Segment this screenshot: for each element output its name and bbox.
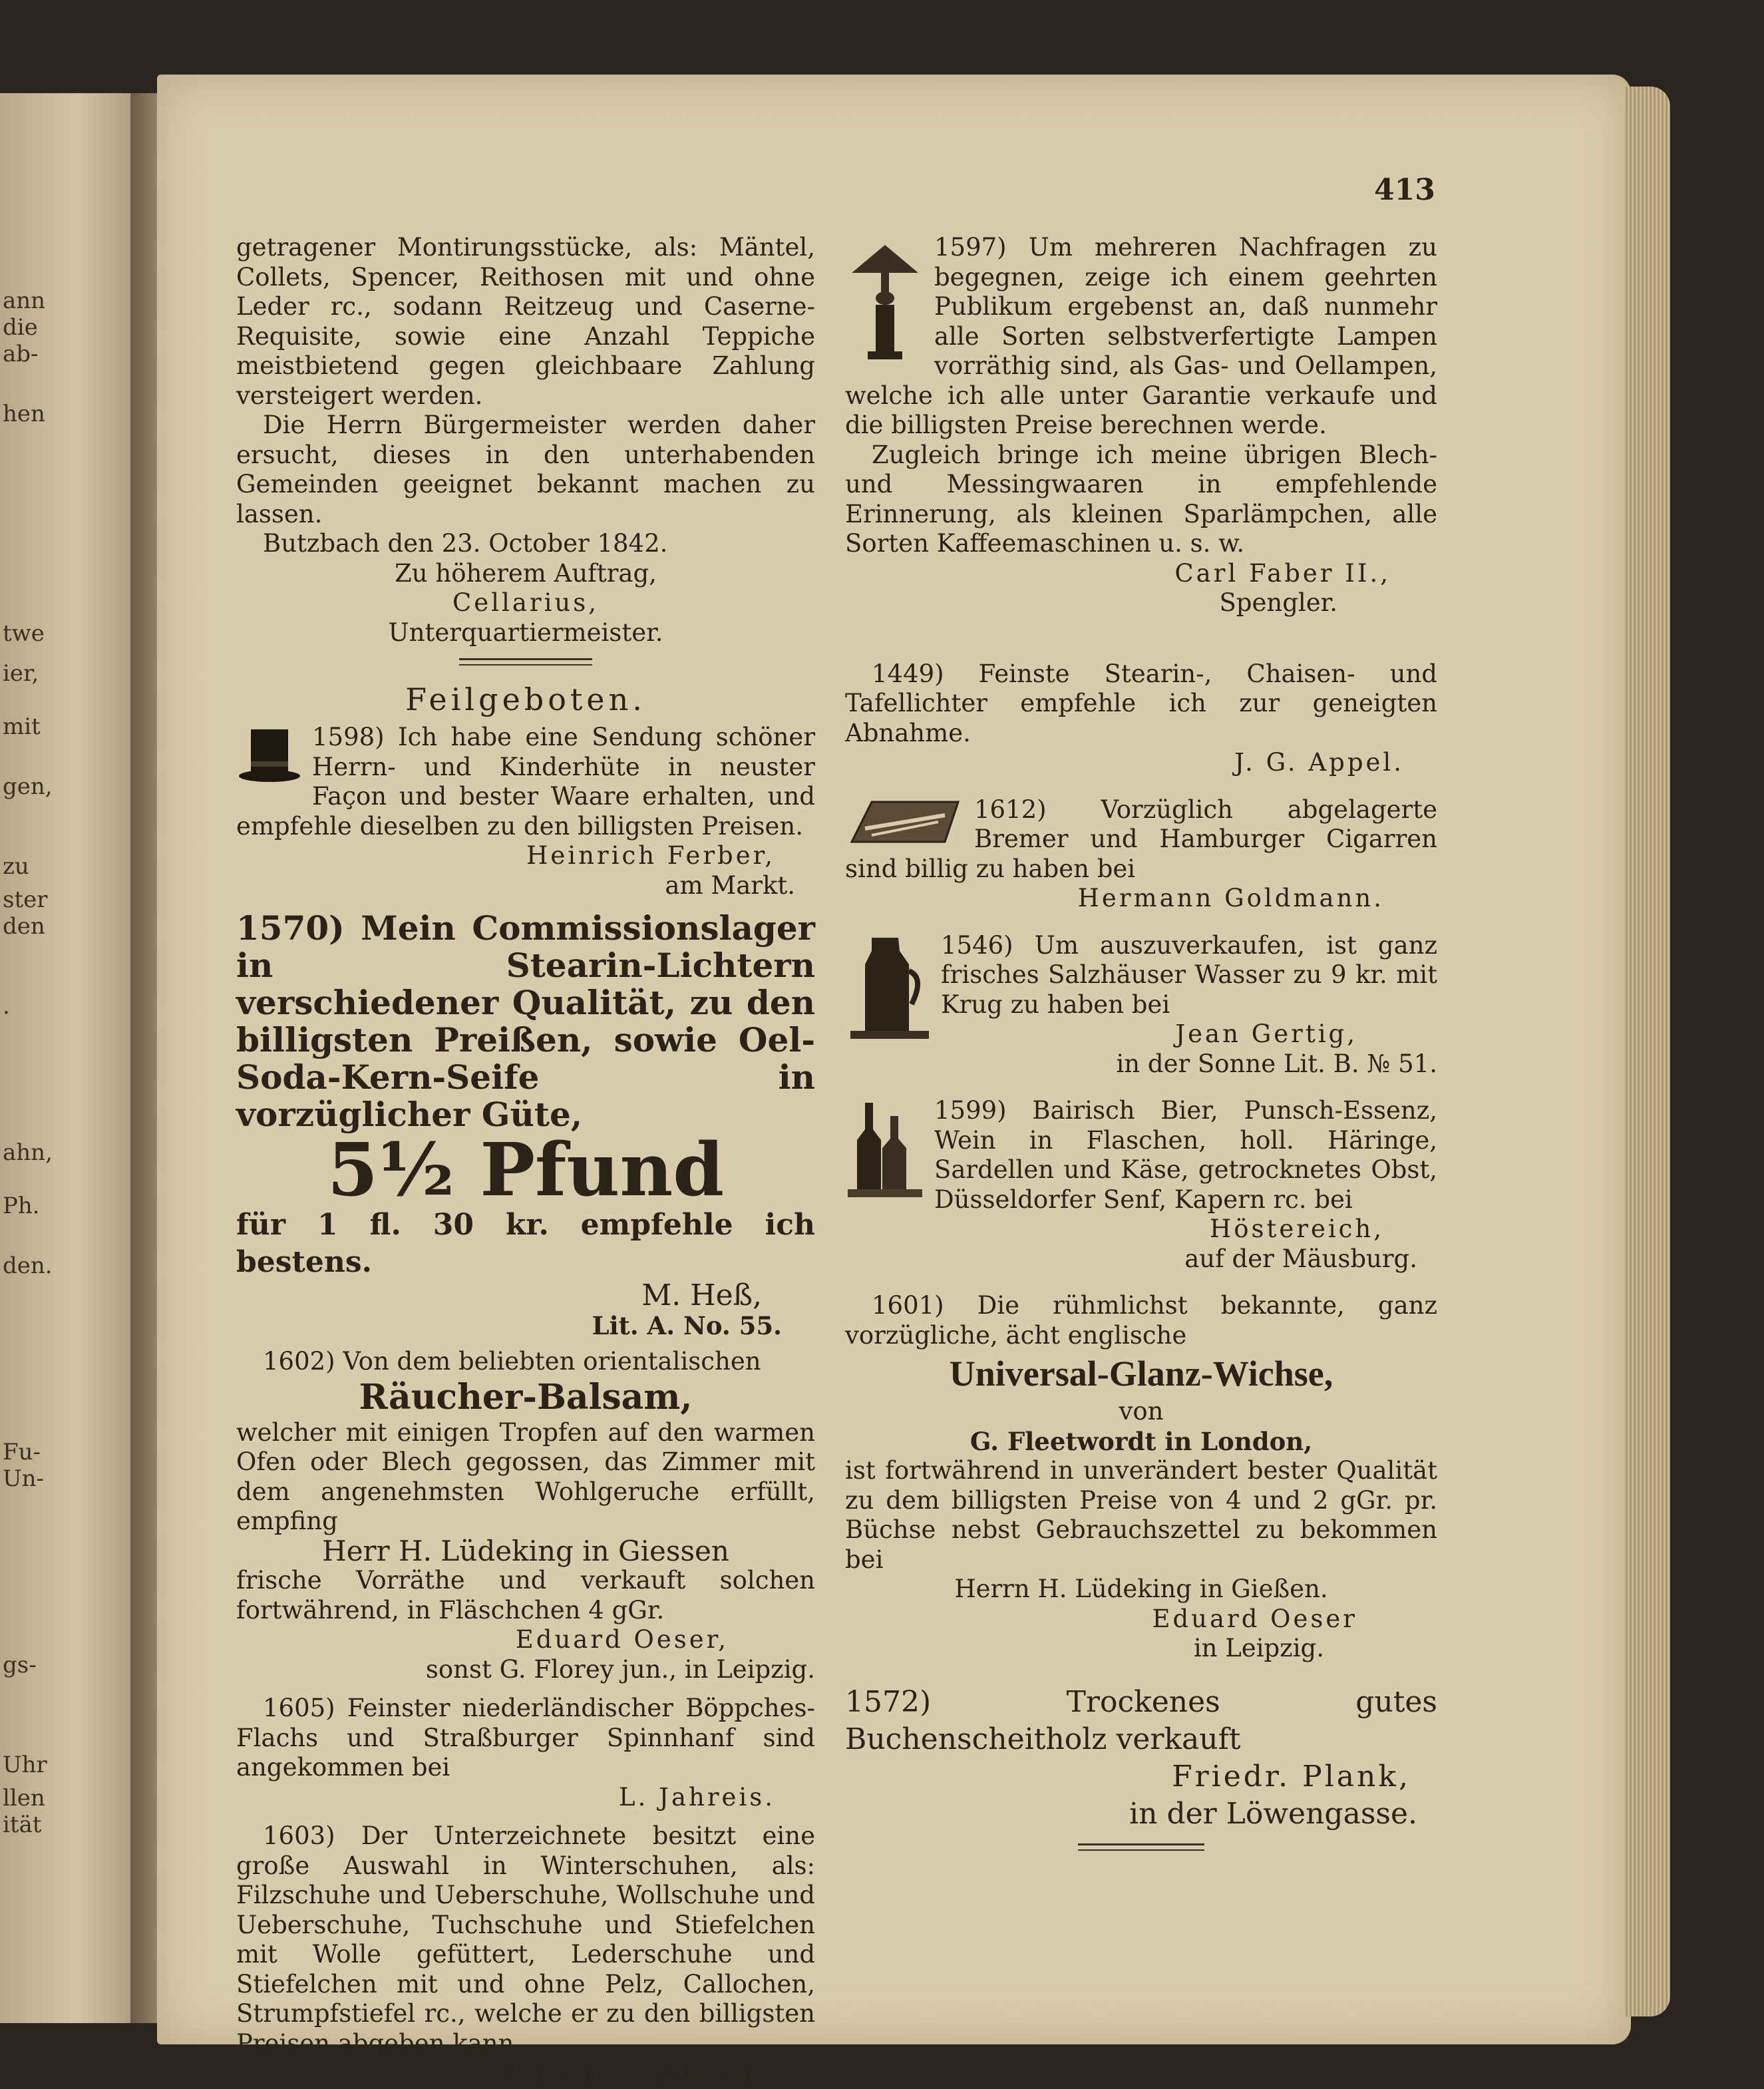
- ad-signature: Hermann Goldmann.: [495, 2058, 802, 2087]
- left-page-fragment: Uhr: [3, 1752, 47, 1778]
- ad-1597: [845, 233, 1437, 618]
- ad-1612: [845, 795, 1437, 914]
- ad-text: 1449) Feinste Stearin-, Chaisen- und Tafellichter empfehle ich zur geneigten Abnahme.: [845, 659, 1437, 747]
- ad-intro: 1601) Die rühmlichst bekannte, ganz vorzügliche, ächt englische: [845, 1291, 1437, 1350]
- ad-agent: Herr H. Lüdeking in Giessen: [322, 1534, 729, 1567]
- left-page-fragment: zu: [3, 853, 29, 880]
- ad-text: ist fortwährend in unverändert bester Qualität zu dem billigsten Preise von 4 und 2 gGr. pr. Büchse nebst Gebrauchszettel zu bekommen bei: [845, 1456, 1437, 1574]
- ad-signature: Jean Gertig,: [1175, 1020, 1357, 1048]
- ad-signature: Friedr. Plank,: [1172, 1759, 1411, 1794]
- left-page-fragment: llen: [3, 1785, 45, 1811]
- ad-text: 1570) Mein Commissionslager in Stearin-Lichtern verschiedener Qualität, zu den billigsten Preißen, sowie Oel-Soda-Kern-Seife in vorzüglicher Güte,: [236, 908, 815, 1134]
- ad-address: in der Löwengasse.: [1129, 1796, 1417, 1831]
- ad-text: welcher mit einigen Tropfen auf den warmen Ofen oder Blech gegossen, das Zimmer mit dem angenehmsten Wohlgeruche erfüllt, empfing: [236, 1418, 815, 1535]
- ad-maker: G. Fleetwordt in London,: [970, 1426, 1313, 1456]
- left-page-fragment: die: [3, 314, 38, 341]
- right-column: [845, 233, 1437, 1861]
- ad-text: 1603) Der Unterzeichnete besitzt eine große Auswahl in Winterschuhen, als: Filzschuhe und Ueberschuhe, Wollschuhe und Ueberschuhe, Tuchschuhe und Stiefelchen mit Wolle gefüttert, Lederschuhe und Stiefelchen mit und ohne Pelz, Callochen, Strumpfstiefel rc., welche er zu den billigsten Preisen abgeben kann.: [236, 1821, 815, 2058]
- ad-signature: Höstereich,: [1209, 1215, 1384, 1243]
- left-page-fragment: mit: [3, 713, 41, 740]
- left-page-fragment: twe: [3, 620, 45, 647]
- ad-1572: [845, 1684, 1437, 1851]
- ad-text: 1572) Trockenes gutes Buchenscheitholz verkauft: [845, 1684, 1437, 1756]
- ad-headline: 5½ Pfund: [327, 1127, 725, 1213]
- ad-1605: [236, 1694, 815, 1812]
- left-page-fragment: ität: [3, 1811, 42, 1838]
- ad-price-line: für 1 fl. 30 kr. empfehle ich bestens.: [236, 1208, 815, 1279]
- left-page-fragment: hen: [3, 401, 45, 427]
- signature-name: Cellarius,: [452, 588, 600, 617]
- left-page-fragment: ann: [3, 287, 46, 314]
- divider: [459, 658, 592, 665]
- left-page-fragment: ahn,: [3, 1139, 53, 1166]
- left-page-fragment: den: [3, 913, 45, 940]
- ad-1602: [236, 1347, 815, 1684]
- ad-text: 1605) Feinster niederländischer Böppches-Flachs und Straßburger Spinnhanf sind angekommen bei: [236, 1694, 815, 1782]
- left-page-fragment: den.: [3, 1252, 53, 1279]
- top-hat-icon: [236, 723, 303, 789]
- ad-signature: Heinrich Ferber,: [526, 841, 775, 870]
- ad-signature: L. Jahreis.: [619, 1782, 775, 1811]
- ad-signature: M. Heß,: [641, 1278, 762, 1312]
- ad-address: sonst G. Florey jun., in Leipzig.: [425, 1654, 815, 1684]
- ad-text: 1612) Vorzüglich abgelagerte Bremer und Hamburger Cigarren sind billig zu haben bei: [845, 795, 1437, 883]
- ad-text-2: frische Vorräthe und verkauft solchen fortwährend, in Fläschchen 4 gGr.: [236, 1566, 815, 1624]
- page-number: 413: [1374, 173, 1435, 207]
- ad-title: Räucher-Balsam,: [359, 1376, 693, 1418]
- ad-signature: J. G. Appel.: [1234, 748, 1404, 777]
- ad-von: von: [1119, 1397, 1164, 1425]
- ad-address: am Markt.: [665, 870, 795, 900]
- signature-title: Unterquartiermeister.: [388, 618, 663, 647]
- signature-line: Zu höherem Auftrag,: [395, 558, 657, 588]
- section-heading: Feilgeboten.: [405, 681, 646, 717]
- ad-text: 1598) Ich habe eine Sendung schöner Herrn- und Kinderhüte in neuster Façon und bester Waare erhalten, und empfehle dieselben zu den billigsten Preisen.: [236, 723, 815, 841]
- bottles-icon: [845, 1096, 925, 1203]
- left-page-fragment: gen,: [3, 773, 53, 800]
- ad-address: Lit. A. No. 55.: [592, 1310, 782, 1340]
- left-page-fragment: ster: [3, 886, 48, 913]
- ad-address: in der Sonne Lit. B. № 51.: [1116, 1049, 1437, 1078]
- left-page-fragment: ab-: [3, 341, 39, 367]
- left-page-fragment: Ph.: [3, 1193, 40, 1219]
- ad-1599: [845, 1096, 1437, 1274]
- ad-1603: [236, 1821, 815, 2088]
- place-date: Butzbach den 23. October 1842.: [263, 529, 668, 558]
- left-page-fragment: ier,: [3, 660, 39, 687]
- ad-text: 1599) Bairisch Bier, Punsch-Essenz, Wein in Flaschen, holl. Häringe, Sardellen und Käse, getrocknetes Obst, Düsseldorfer Senf, Kapern rc. bei: [934, 1096, 1437, 1214]
- cigar-box-icon: [845, 795, 965, 849]
- ad-1449: [845, 660, 1437, 778]
- ad-signature: Eduard Oeser,: [515, 1625, 729, 1654]
- ad-text: 1546) Um auszuverkaufen, ist ganz frisches Salzhäuser Wasser zu 9 kr. mit Krug zu haben bei: [941, 930, 1437, 1019]
- left-page-fragment: gs-: [3, 1652, 37, 1678]
- ad-address: in Leipzig.: [1193, 1634, 1324, 1662]
- ad-signature: Eduard Oeser: [1152, 1604, 1357, 1633]
- left-column: [236, 233, 815, 2088]
- ad-signature: Hermann Goldmann.: [1077, 884, 1384, 912]
- water-jug-icon: [845, 931, 932, 1044]
- ad-title: Spengler.: [1219, 588, 1337, 617]
- page-edges: [1624, 87, 1670, 2016]
- left-page-edge: [0, 93, 142, 2023]
- divider: [1078, 1843, 1204, 1851]
- ad-text: 1597) Um mehreren Nachfragen zu begegnen, zeige ich einem geehrten Publikum ergebenst an, daß nunmehr alle Sorten selbstverfertigte Lampen vorräthig sind, als Gas- und Oellampen, welche ich alle unter Garantie verkaufe und die billigsten Preise berechnen werde.: [845, 233, 1437, 439]
- ad-address: auf der Mäusburg.: [1184, 1244, 1417, 1273]
- ad-1601: [845, 1291, 1437, 1664]
- intro-text: getragener Montirungsstücke, als: Mäntel, Collets, Spencer, Reithosen mit und ohne Leder rc., sodann Reitzeug und Caserne-Requisite, sowie eine Anzahl Teppiche meistbietend gegen gleichbaare Zahlung versteigert werden.: [236, 233, 815, 410]
- intro-text-2: Die Herrn Bürgermeister werden daher ersucht, dieses in den unterhabenden Gemeinden geeignet bekannt machen zu lassen.: [236, 411, 815, 528]
- left-page-fragment: Un-: [3, 1465, 45, 1492]
- left-page-fragment: Fu-: [3, 1439, 41, 1465]
- ad-1546: [845, 931, 1437, 1079]
- left-page-fragment: .: [3, 993, 10, 1020]
- ad-signature: Carl Faber II.,: [1174, 558, 1391, 588]
- ad-title: Universal-Glanz-Wichse,: [949, 1354, 1333, 1394]
- ad-intro: 1602) Von dem beliebten orientalischen: [263, 1347, 761, 1376]
- ad-1598: [236, 723, 815, 900]
- ad-text-2: Zugleich bringe ich meine übrigen Blech- und Messingwaaren in empfehlende Erinnerung, als kleinen Sparlämpchen, alle Sorten Kaffeemaschinen u. s. w.: [845, 440, 1437, 558]
- ad-agent: Herrn H. Lüdeking in Gießen.: [954, 1575, 1328, 1603]
- ad-1570: [236, 910, 815, 1340]
- oil-lamp-icon: [845, 233, 925, 366]
